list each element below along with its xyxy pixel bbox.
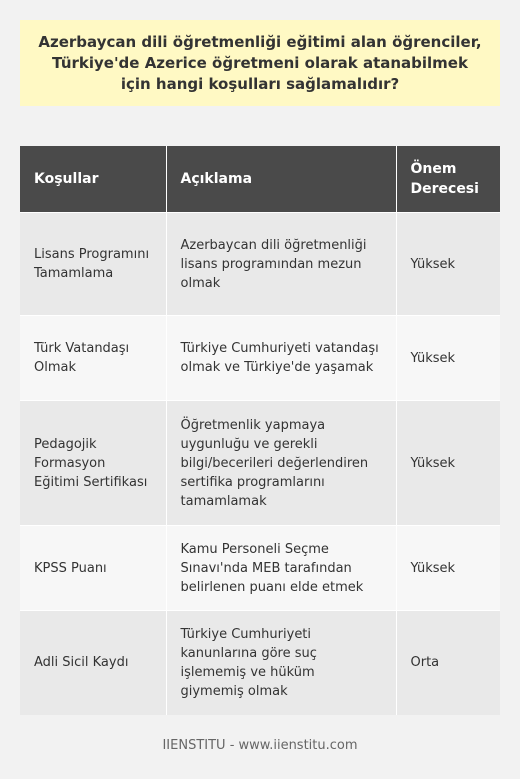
- question-title: Azerbaycan dili öğretmenliği eğitimi alan öğrenciler, Türkiye'de Azerice öğretmeni olarak atanabilmek için hangi koşulları sağlamalıdır?: [38, 32, 482, 93]
- importance-cell: Yüksek: [396, 316, 500, 401]
- table-row: [20, 526, 500, 611]
- importance-cell: Yüksek: [396, 213, 500, 316]
- criteria-table: [20, 146, 500, 715]
- table-row: [20, 611, 500, 715]
- table-row: [20, 213, 500, 316]
- description-cell: Kamu Personeli Seçme Sınavı'nda MEB tarafından belirlenen puanı elde etmek: [166, 526, 396, 611]
- importance-cell: Yüksek: [396, 401, 500, 526]
- description-cell: Türkiye Cumhuriyeti kanunlarına göre suç işlememiş ve hüküm giymemiş olmak: [166, 611, 396, 715]
- condition-cell: KPSS Puanı: [20, 526, 166, 611]
- header-description: Açıklama: [166, 146, 396, 213]
- description-cell: Türkiye Cumhuriyeti vatandaşı olmak ve Türkiye'de yaşamak: [166, 316, 396, 401]
- question-box: [20, 20, 500, 106]
- importance-cell: Orta: [396, 611, 500, 715]
- description-cell: Azerbaycan dili öğretmenliği lisans programından mezun olmak: [166, 213, 396, 316]
- condition-cell: Pedagojik Formasyon Eğitimi Sertifikası: [20, 401, 166, 526]
- header-conditions: Koşullar: [20, 146, 166, 213]
- description-cell: Öğretmenlik yapmaya uygunluğu ve gerekli bilgi/becerileri değerlendiren sertifika programlarını tamamlamak: [166, 401, 396, 526]
- table-header-row: [20, 146, 500, 213]
- condition-cell: Türk Vatandaşı Olmak: [20, 316, 166, 401]
- header-importance: Önem Derecesi: [396, 146, 500, 213]
- condition-cell: Adli Sicil Kaydı: [20, 611, 166, 715]
- table-row: [20, 401, 500, 526]
- table-row: [20, 316, 500, 401]
- footer-credit: IIENSTITU - www.iienstitu.com: [162, 738, 358, 753]
- importance-cell: Yüksek: [396, 526, 500, 611]
- condition-cell: Lisans Programını Tamamlama: [20, 213, 166, 316]
